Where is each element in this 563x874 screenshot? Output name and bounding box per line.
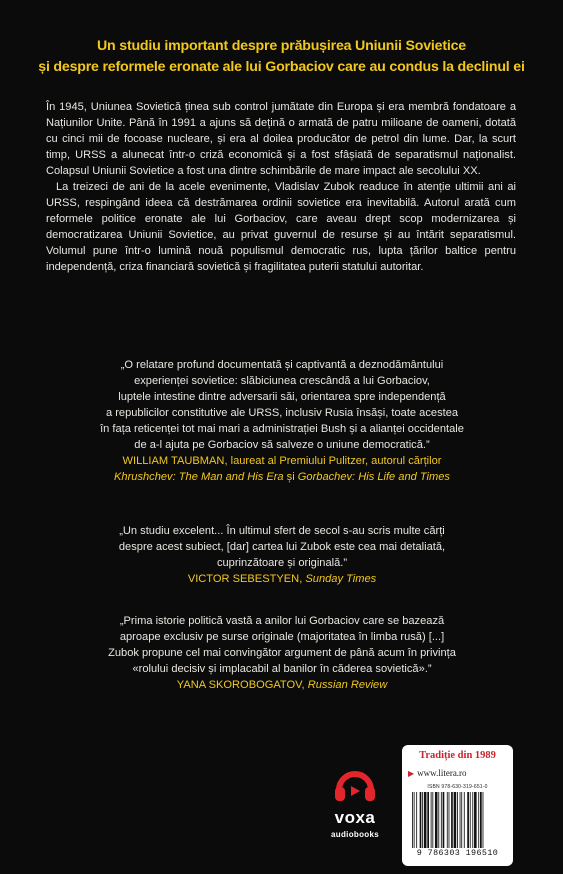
blurb-paragraph-1: În 1945, Uniunea Sovietică ținea sub control jumătate din Europa și era membră fondatoare a Națiunilor Unite. Până în 1991 a ajuns să dețină o armată de patru milioane de oameni, dotată cu cinci mii de focoase nucleare, și era al doilea producător de petrol din lume. Dar, la scurt timp, URSS a alunecat într-o criză economică și a fost sfâșiată de separatismul naționalist. Colapsul Uniunii Sovietice a fost una dintre schimbările de mare impact ale secolului XX. bbox=[46, 101, 516, 178]
barcode-bar bbox=[454, 792, 457, 848]
quote-line: în fața reticenței tot mai mari a administrației Bush și a alianței occidentale bbox=[100, 423, 464, 436]
barcode-bar bbox=[474, 792, 477, 848]
quote-line: aproape exclusiv pe surse originale (majoritatea în limba rusă) [...] bbox=[119, 631, 445, 644]
isbn-text: ISBN 978-630-319-651-0 bbox=[427, 784, 488, 790]
barcode-bar bbox=[441, 792, 442, 848]
quote-attribution-works bbox=[50, 469, 514, 485]
quote-attribution bbox=[50, 571, 514, 587]
barcode-bar bbox=[461, 792, 462, 848]
quote-line: experienței sovietice: slăbiciunea crescândă a lui Gorbaciov, bbox=[134, 375, 430, 388]
barcode-bar bbox=[412, 792, 413, 848]
barcode-bar bbox=[467, 792, 469, 848]
quote-line: cuprinzătoare și originală.” bbox=[216, 557, 348, 570]
barcode-bar bbox=[424, 792, 427, 848]
review-quote-sebestyen bbox=[50, 523, 514, 587]
book-blurb bbox=[46, 99, 516, 276]
barcode-bar bbox=[427, 792, 429, 848]
quote-line: „O relatare profund documentată și captivantă a deznodământului bbox=[120, 359, 444, 371]
barcode-bar bbox=[447, 792, 448, 848]
barcode-bar bbox=[451, 792, 453, 848]
barcode-bar bbox=[431, 792, 432, 848]
quote-line: „Prima istorie politică vastă a anilor lui Gorbaciov care se bazează bbox=[119, 615, 445, 627]
website-text: www.litera.ro bbox=[417, 768, 467, 778]
barcode-bar bbox=[480, 792, 482, 848]
attribution-separator: , bbox=[301, 679, 308, 692]
quote-line: a republicilor constitutive ale URSS, inclusiv Rusia însăși, toate acestea bbox=[105, 407, 459, 420]
barcode-bar bbox=[449, 792, 450, 848]
attribution-author: WILLIAM TAUBMAN bbox=[122, 455, 225, 468]
review-quote-skorobogatov bbox=[50, 613, 514, 693]
quote-line: Zubok propune cel mai convingător argument de până acum în privința bbox=[108, 647, 456, 660]
quote-attribution bbox=[50, 453, 514, 469]
barcode-bar bbox=[470, 792, 471, 848]
barcode-bar bbox=[416, 792, 417, 848]
logo-subtitle: audiobooks bbox=[331, 830, 379, 839]
barcode-bar bbox=[460, 792, 461, 848]
quote-line: de a-l ajuta pe Gorbaciov să salveze o uniune democratică.” bbox=[134, 439, 430, 452]
review-quote-taubman bbox=[50, 357, 514, 485]
headline-line-2: și despre reformele eronate ale lui Gorbaciov care au condus la declinul ei bbox=[38, 59, 525, 75]
headline-line-1: Un studiu important despre prăbușirea Uniunii Sovietice bbox=[97, 38, 466, 54]
publisher-website bbox=[408, 766, 507, 780]
quote-line: despre acest subiect, [dar] cartea lui Zubok este cea mai detaliată, bbox=[118, 541, 446, 554]
attribution-separator: , bbox=[299, 573, 306, 586]
barcode-bars-icon bbox=[410, 792, 505, 848]
barcode-bar bbox=[483, 792, 484, 848]
attribution-work-2: Gorbachev: His Life and Times bbox=[297, 471, 450, 484]
barcode-bar bbox=[420, 792, 422, 848]
barcode-bar bbox=[414, 792, 415, 848]
attribution-author: VICTOR SEBESTYEN bbox=[187, 573, 300, 586]
arrow-right-icon: ▶ bbox=[408, 768, 415, 778]
attribution-author: YANA SKOROBOGATOV bbox=[176, 679, 302, 692]
quote-line: „Un studiu excelent... În ultimul sfert de secol s-au scris multe cărți bbox=[119, 525, 445, 537]
barcode-bar bbox=[438, 792, 439, 848]
publisher-tagline: Tradiție din 1989 bbox=[419, 750, 496, 761]
quote-line: «rolului decisiv și implacabil al banilor în căderea sovietică».” bbox=[132, 663, 432, 676]
attribution-separator: și bbox=[283, 471, 298, 484]
attribution-role: , laureat al Premiului Pulitzer, autorul cărților bbox=[224, 455, 442, 468]
barcode-bar bbox=[457, 792, 458, 848]
headline bbox=[0, 36, 563, 78]
barcode-box bbox=[402, 745, 513, 866]
barcode-bar bbox=[443, 792, 445, 848]
barcode-bar bbox=[472, 792, 473, 848]
blurb-paragraph-2: La treizeci de ani de la acele evenimente, Vladislav Zubok readuce în atenție ultimii ani ai URSS, respingând ideea că destrămarea ordinii sovietice era inevitabilă. Autorul arată cum reformele politice eronate ale lui Gorbaciov, care aveau drept scop modernizarea și democratizarea Uniunii Sovietice, au privat guvernul de resurse și au întărit separatismul. Volumul pune într-o lumină nouă populismul democratic rus, lupta țărilor baltice pentru independență, criza financiară sovietică și fragilitatea puterii statului autoritar. bbox=[46, 181, 516, 274]
quote-attribution bbox=[50, 677, 514, 693]
headphones-icon bbox=[334, 768, 376, 802]
attribution-source: Russian Review bbox=[307, 679, 388, 692]
barcode-bar bbox=[464, 792, 465, 848]
voxa-logo bbox=[315, 768, 395, 848]
barcode-bar bbox=[432, 792, 433, 848]
attribution-source: Sunday Times bbox=[305, 573, 377, 586]
quote-line: luptele intestine dintre adversarii săi, orientarea spre independență bbox=[118, 391, 446, 404]
barcode-bar bbox=[478, 792, 479, 848]
barcode-bar bbox=[422, 792, 423, 848]
attribution-work-1: Khrushchev: The Man and His Era bbox=[114, 471, 284, 484]
logo-wordmark: voxa bbox=[334, 808, 376, 827]
barcode-digits: 9 786303 196510 bbox=[416, 848, 499, 858]
barcode-bar bbox=[435, 792, 438, 848]
